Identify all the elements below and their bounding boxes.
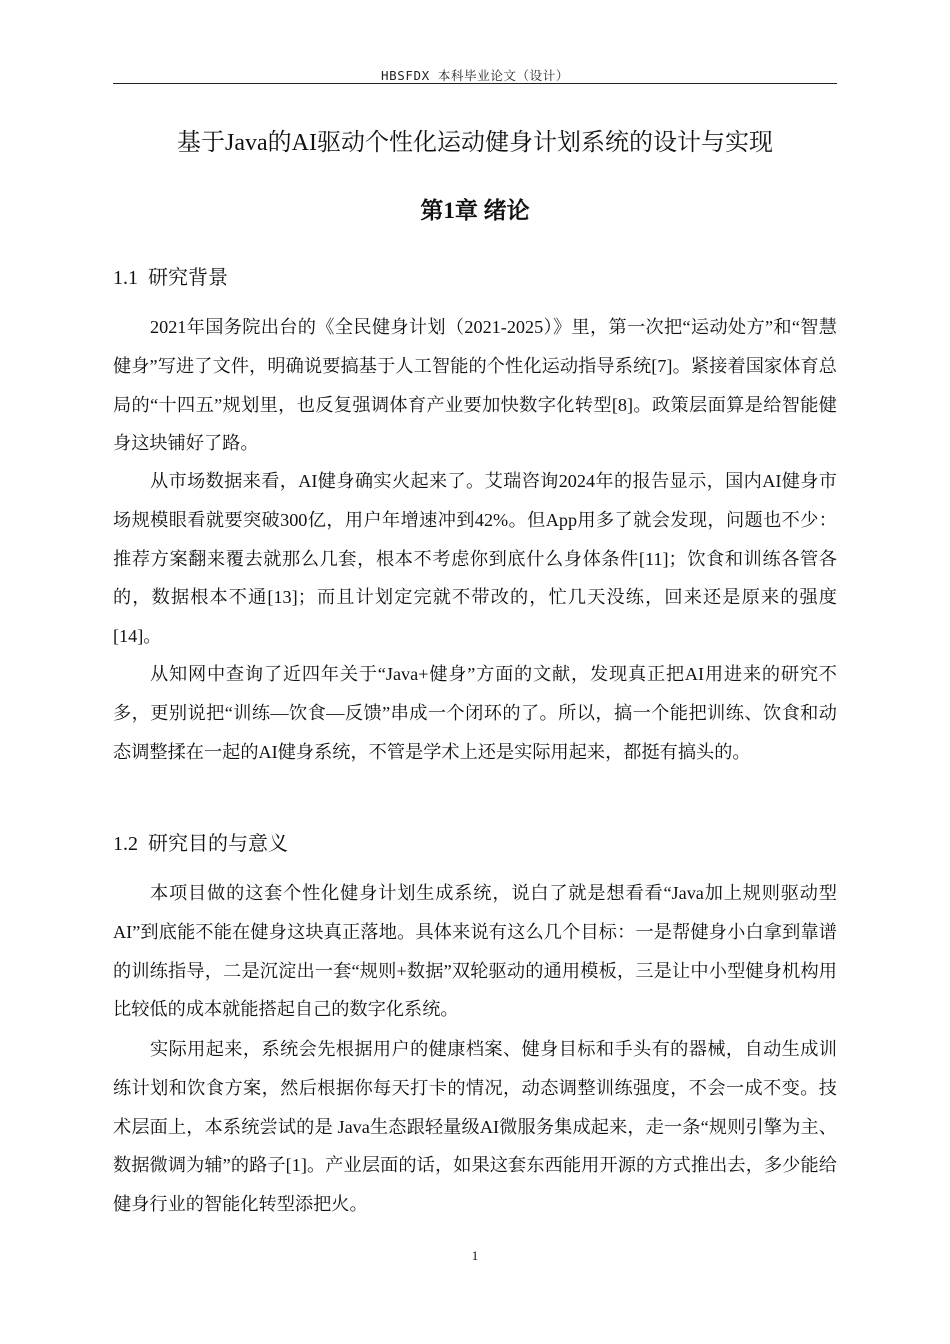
header-rule [113, 83, 837, 84]
section-title: 研究背景 [148, 267, 228, 289]
section-number: 1.1 [113, 267, 138, 289]
document-title: 基于Java的AI驱动个性化运动健身计划系统的设计与实现 [177, 130, 773, 156]
paragraph: 本项目做的这套个性化健身计划生成系统，说白了就是想看看“Java加上规则驱动型AI”到底能不能在健身这块真正落地。具体来说有这么几个目标：一是帮健身小白拿到靠谱的训练指导，二是沉淀出一套“规则+数据”双轮驱动的通用模板，三是让中小型健身机构用比较低的成本就能搭起自己的数字化系统。 [113, 883, 837, 1020]
section-title: 研究目的与意义 [148, 833, 288, 855]
section-heading-1-1 [113, 261, 228, 290]
section-heading-1-2 [113, 827, 288, 856]
running-header: HBSFDX 本科毕业论文（设计） [381, 68, 569, 83]
page-number: 1 [471, 1248, 479, 1263]
paragraph: 2021年国务院出台的《全民健身计划（2021-2025）》里，第一次把“运动处方”和“智慧健身”写进了文件，明确说要搞基于人工智能的个性化运动指导系统[7]。紧接着国家体育总局的“十四五”规划里，也反复强调体育产业要加快数字化转型[8]。政策层面算是给智能健身这块铺好了路。 [113, 317, 837, 454]
paragraph: 从知网中查询了近四年关于“Java+健身”方面的文献，发现真正把AI用进来的研究不多，更别说把“训练—饮食—反馈”串成一个闭环的了。所以，搞一个能把训练、饮食和动态调整揉在一起的AI健身系统，不管是学术上还是实际用起来，都挺有搞头的。 [113, 664, 837, 762]
chapter-title: 第1章 绪论 [420, 198, 530, 223]
paragraph: 实际用起来，系统会先根据用户的健康档案、健身目标和手头有的器械，自动生成训练计划和饮食方案，然后根据你每天打卡的情况，动态调整训练强度，不会一成不变。技术层面上，本系统尝试的是 Java生态跟轻量级AI微服务集成起来，走一条“规则引擎为主、数据微调为辅”的路子[1]。产业层面的话，如果这套东西能用开源的方式推出去，多少能给健身行业的智能化转型添把火。 [113, 1039, 837, 1215]
section-number: 1.2 [113, 833, 138, 855]
paragraph: 从市场数据来看，AI健身确实火起来了。艾瑞咨询2024年的报告显示，国内AI健身市场规模眼看就要突破300亿，用户年增速冲到42%。但App用多了就会发现，问题也不少：推荐方案翻来覆去就那么几套，根本不考虑你到底什么身体条件[11]；饮食和训练各管各的，数据根本不通[13]；而且计划定完就不带改的，忙几天没练，回来还是原来的强度[14]。 [113, 471, 837, 647]
